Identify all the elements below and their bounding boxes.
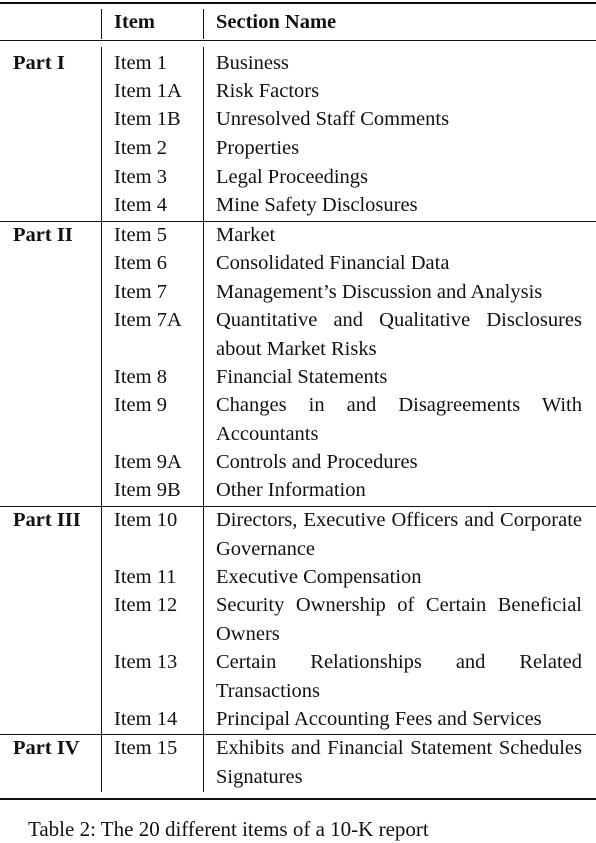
section-name: Changes in and Disagreements With Accountants [216, 394, 582, 445]
item-code: Item 10 [114, 509, 178, 531]
item-code: Item 9A [114, 451, 182, 473]
section-name: Financial Statements [216, 366, 388, 388]
table-top-rule [0, 2, 596, 4]
item-code: Item 9 [114, 394, 167, 416]
section-name: Principal Accounting Fees and Services [216, 708, 542, 730]
item-code: Item 4 [114, 194, 167, 216]
section-name: Consolidated Financial Data [216, 252, 450, 274]
item-code: Item 13 [114, 651, 178, 673]
column-separator [101, 9, 102, 39]
column-header-item: Item [114, 11, 155, 33]
table-header-rule [0, 40, 596, 41]
item-code: Item 2 [114, 137, 167, 159]
section-name: Management’s Discussion and Analysis [216, 281, 543, 303]
column-separator [203, 47, 204, 792]
section-name: Quantitative and Qualitative Disclosures about Market Risks [216, 309, 582, 360]
section-name: Exhibits and Financial Statement Schedules Signatures [216, 737, 582, 788]
item-code: Item 9B [114, 479, 181, 501]
section-name: Legal Proceedings [216, 166, 368, 188]
section-name: Executive Compensation [216, 566, 422, 588]
section-name: Controls and Procedures [216, 451, 418, 473]
part-label: Part II [13, 224, 73, 246]
table-bottom-rule [0, 798, 596, 800]
item-code: Item 7 [114, 281, 167, 303]
item-code: Item 1A [114, 80, 182, 102]
item-code: Item 3 [114, 166, 167, 188]
item-code: Item 6 [114, 252, 167, 274]
item-code: Item 14 [114, 708, 178, 730]
section-name: Risk Factors [216, 80, 320, 102]
item-code: Item 15 [114, 737, 178, 759]
section-name: Unresolved Staff Comments [216, 108, 450, 130]
item-code: Item 11 [114, 566, 177, 588]
item-code: Item 1B [114, 108, 181, 130]
part-label: Part IV [13, 737, 80, 759]
column-separator [101, 47, 102, 792]
section-name: Other Information [216, 479, 366, 501]
item-code: Item 12 [114, 594, 178, 616]
item-code: Item 1 [114, 52, 167, 74]
column-separator [203, 9, 204, 39]
table-caption: Table 2: The 20 different items of a 10-K report [28, 817, 429, 841]
part-label: Part III [13, 509, 81, 531]
item-code: Item 8 [114, 366, 167, 388]
item-code: Item 5 [114, 224, 167, 246]
section-name: Certain Relationships and Related Transactions [216, 651, 582, 702]
column-header-section: Section Name [216, 11, 337, 33]
section-name: Mine Safety Disclosures [216, 194, 418, 216]
section-name: Business [216, 52, 289, 74]
section-name: Market [216, 224, 276, 246]
section-name: Properties [216, 137, 300, 159]
section-name: Security Ownership of Certain Beneficial Owners [216, 594, 582, 645]
section-name: Directors, Executive Officers and Corporate Governance [216, 509, 582, 560]
part-label: Part I [13, 52, 65, 74]
item-code: Item 7A [114, 309, 182, 331]
